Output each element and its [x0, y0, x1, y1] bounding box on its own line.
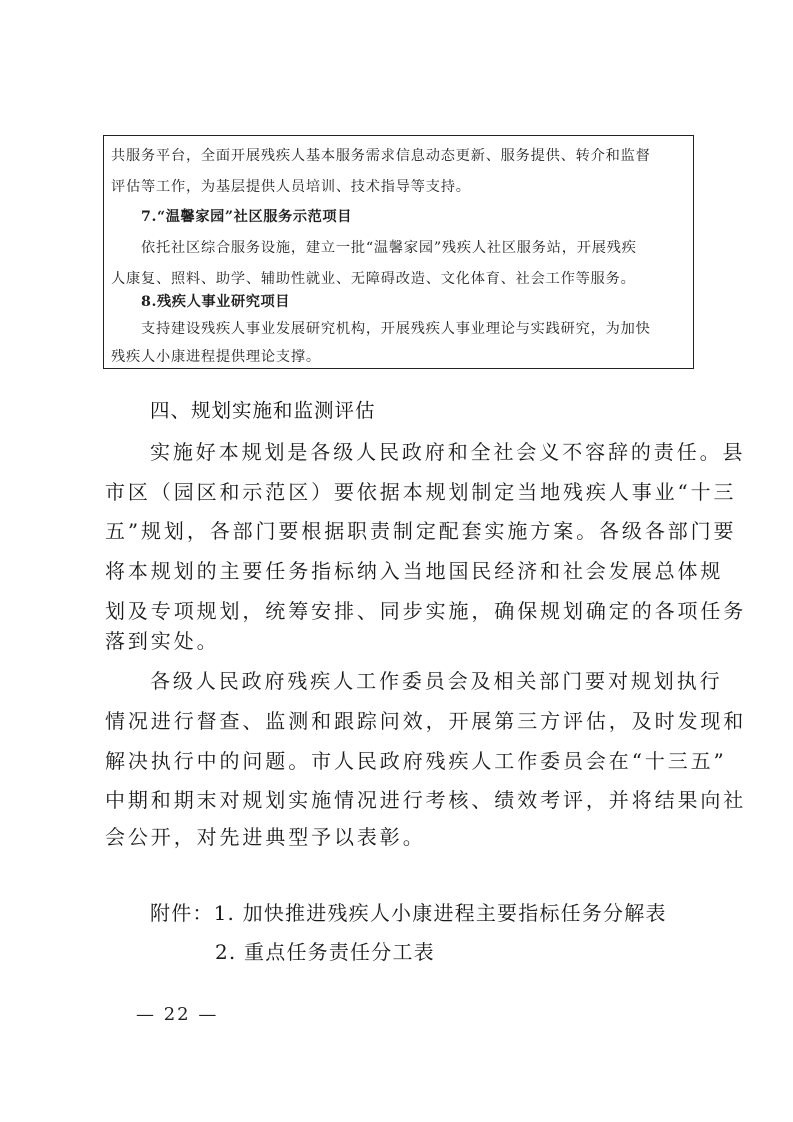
- paragraph-line: 情况进行督查、监测和跟踪问效，开展第三方评估，及时发现和: [105, 709, 747, 733]
- box-text-line: 人康复、照料、助学、辅助性就业、无障碍改造、文化体育、社会工作等服务。: [111, 271, 636, 287]
- paragraph-line: 五”规划，各部门要根据职责制定配套实施方案。各级各部门要: [105, 519, 737, 543]
- attachment-line: 2. 重点任务责任分工表: [215, 940, 435, 964]
- box-text-line: 残疾人小康进程提供理论支撑。: [111, 349, 321, 365]
- section-heading: 四、规划实施和监测评估: [150, 399, 376, 422]
- paragraph-line: 划及专项规划，统筹安排、同步实施，确保规划确定的各项任务: [105, 599, 747, 623]
- box-text-line: 共服务平台，全面开展残疾人基本服务需求信息动态更新、服务提供、转介和监督: [111, 148, 651, 164]
- paragraph-line: 市区（园区和示范区）要依据本规划制定当地残疾人事业“十三: [105, 480, 737, 504]
- page-number: — 22 —: [136, 1004, 219, 1025]
- paragraph-line: 解决执行中的问题。市人民政府残疾人工作委员会在“十三五”: [105, 749, 727, 773]
- box-text-line: 评估等工作，为基层提供人员培训、技术指导等支持。: [111, 179, 471, 195]
- paragraph-line: 落到实处。: [105, 629, 220, 653]
- box-item-heading: 8.残疾人事业研究项目: [141, 294, 291, 310]
- box-item-heading: 7.“温馨家园”社区服务示范项目: [141, 209, 352, 225]
- paragraph-line: 实施好本规划是各级人民政府和全社会义不容辞的责任。县: [150, 440, 746, 464]
- paragraph-line: 中期和期末对规划实施情况进行考核、绩效考评，并将结果向社: [105, 788, 747, 812]
- paragraph-line: 各级人民政府残疾人工作委员会及相关部门要对规划执行: [150, 669, 723, 693]
- attachment-line: 附件：1. 加快推进残疾人小康进程主要指标任务分解表: [150, 901, 667, 925]
- box-text-line: 依托社区综合服务设施，建立一批“温馨家园”残疾人社区服务站，开展残疾: [141, 240, 637, 256]
- paragraph-line: 会公开，对先进典型予以表彰。: [105, 825, 426, 849]
- paragraph-line: 将本规划的主要任务指标纳入当地国民经济和社会发展总体规: [105, 559, 724, 583]
- box-text-line: 支持建设残疾人事业发展研究机构，开展残疾人事业理论与实践研究，为加快: [141, 321, 651, 337]
